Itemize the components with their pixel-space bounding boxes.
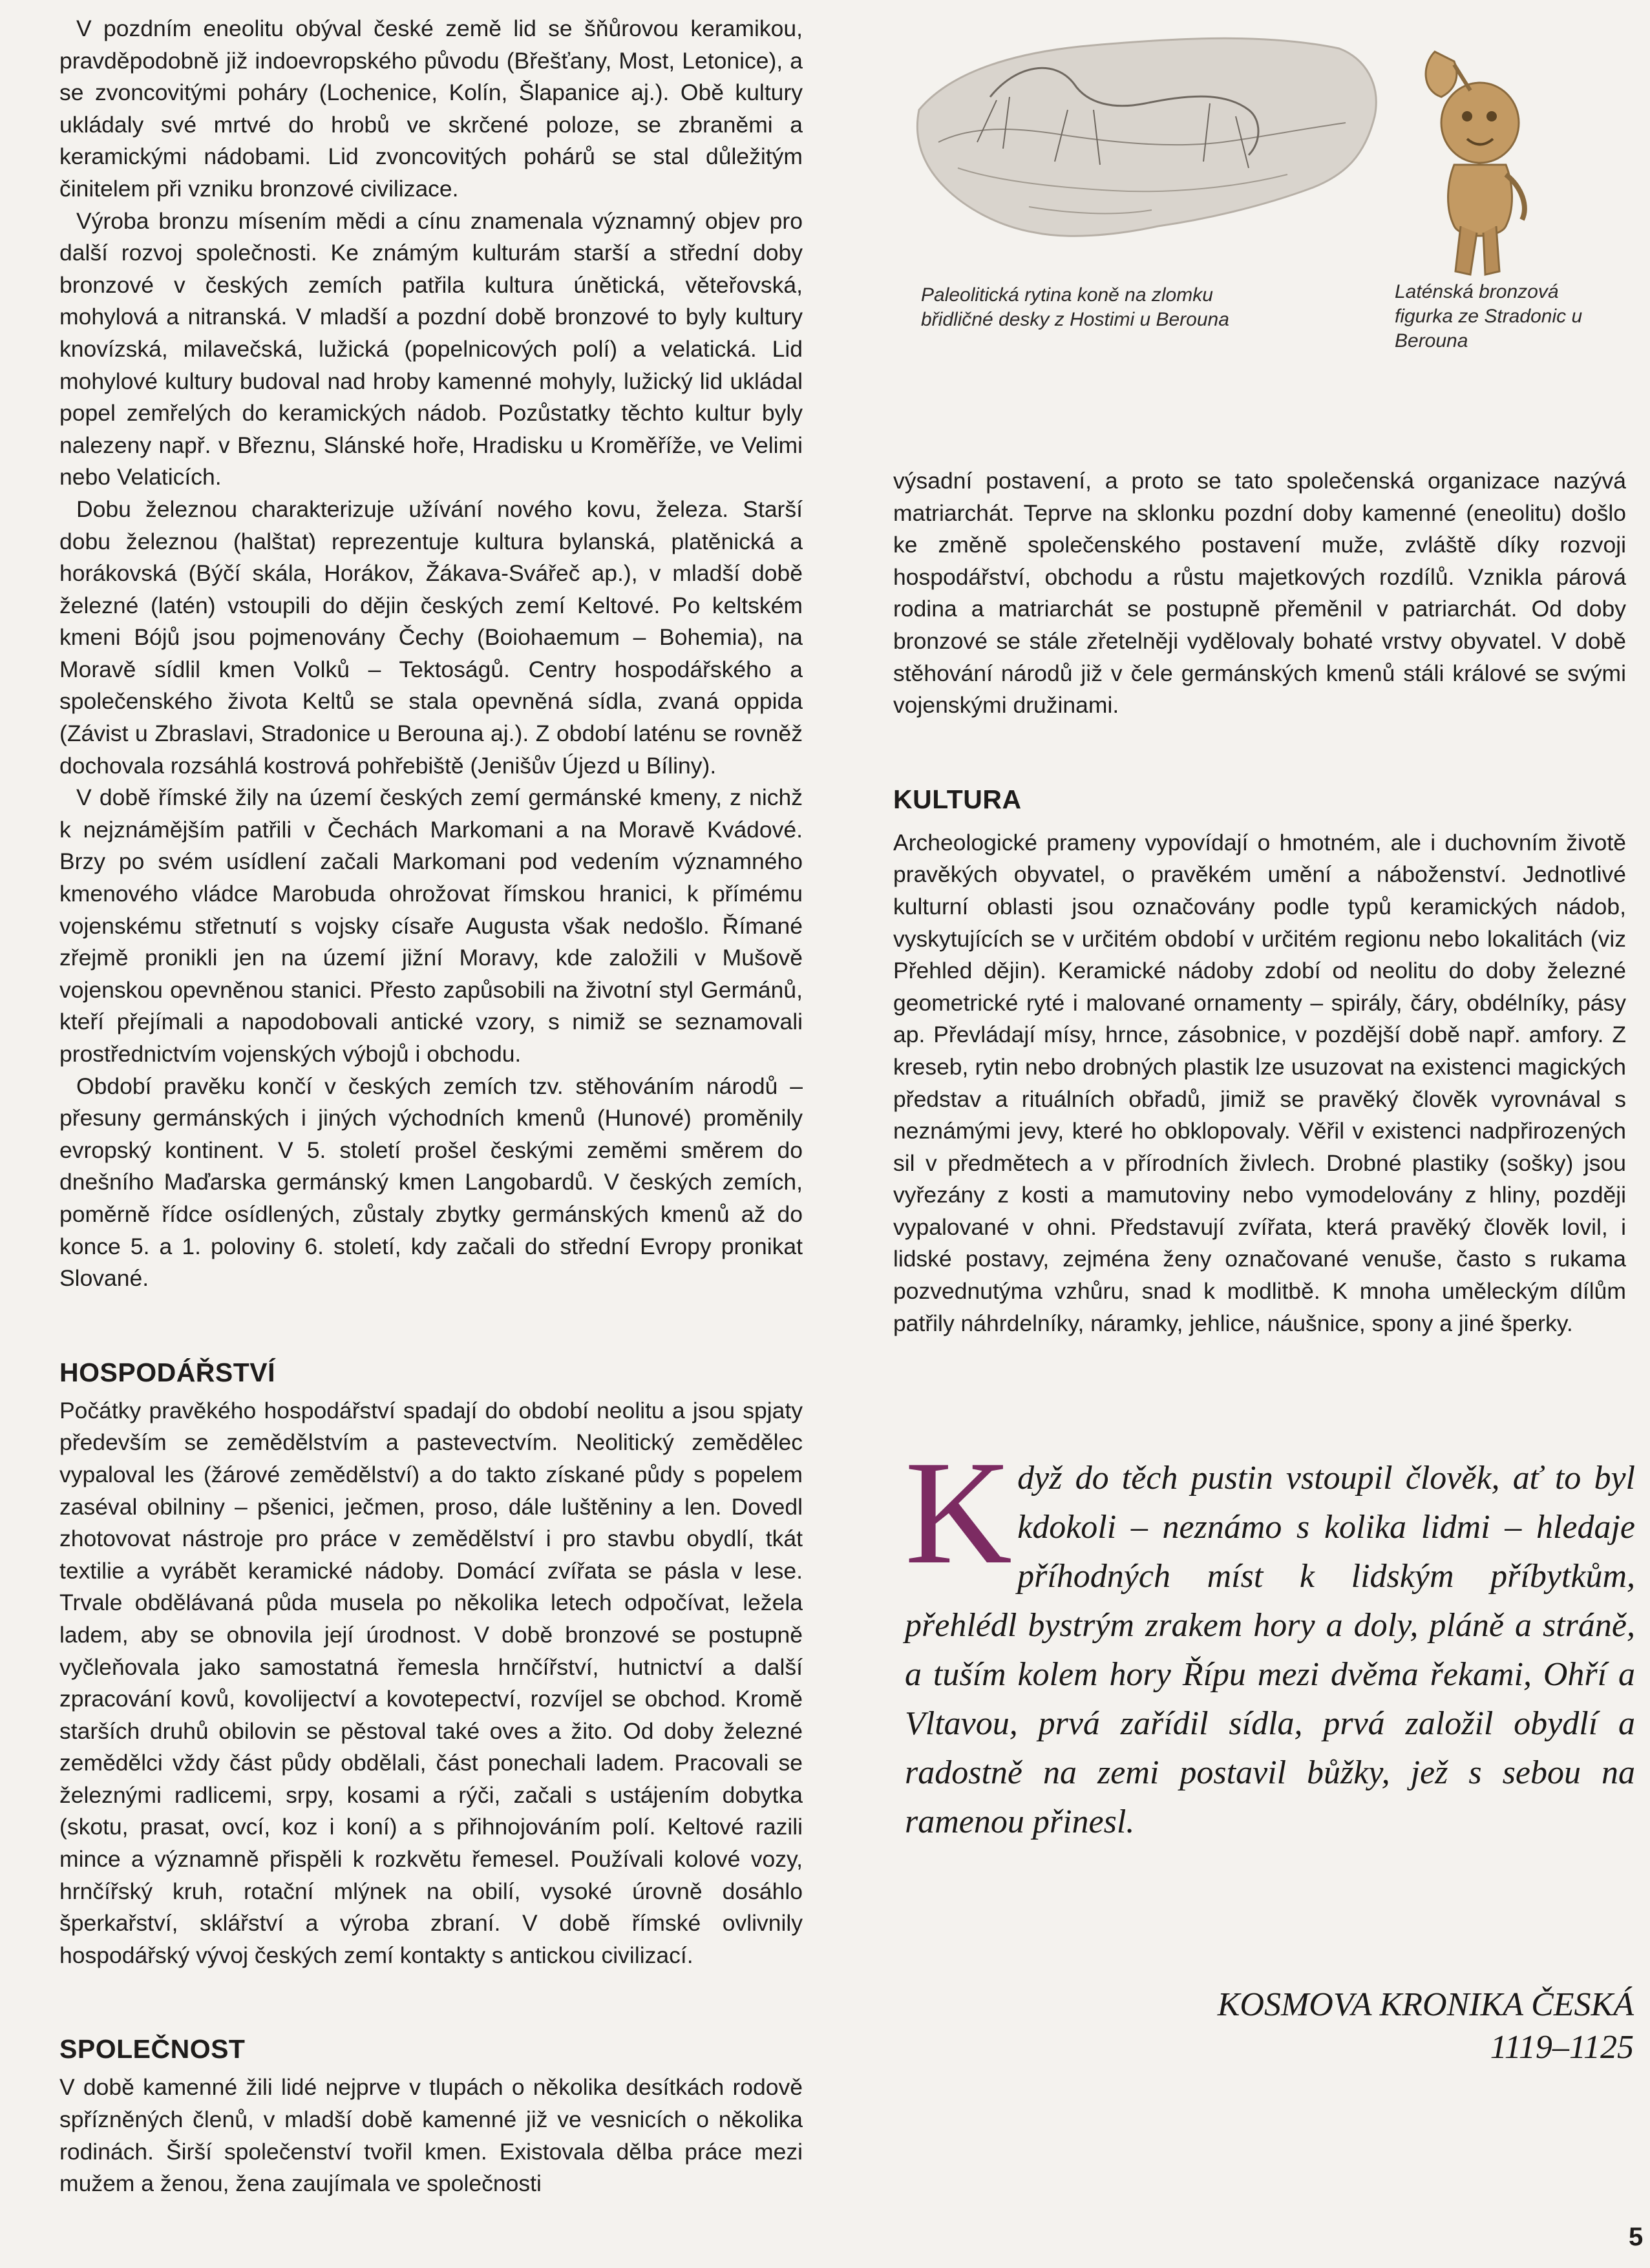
horse-engraving-image — [900, 13, 1391, 284]
paragraph-eneolit: V pozdním eneolitu obýval české země lid se šňůrovou keramikou, pravděpodobně již indoevropského původu (Břešťany, Most, Letonice), a se zvoncovitými poháry (Lochenice, Kolín, Šlapanice aj.). Obě kultury ukládaly své mrtvé do hrobů ve skrčené poloze, se zbraněmi a keramickými nádobami. Lid zvoncovitých pohárů se stal důležitým činitelem při vzniku bronzové civilizace. — [59, 16, 803, 202]
page-number: 5 — [1629, 2223, 1644, 2251]
paragraph-hospodarstvi: Počátky pravěkého hospodářství spadají do období neolitu a jsou spjaty především se zemědělstvím a pastevectvím. Neolitický zemědělec vypaloval les (žárové zemědělství) a do takto získané půdy s popelem zaséval obilniny – pšenici, ječmen, proso, dále luštěniny a len. Dovedl zhotovovat nástroje pro práce v zemědělství i pro stavbu obydlí, tkát textilie a vyrábět keramické nádoby. Domácí zvířata se pásla v lese. Trvale obdělávaná půda musela po několika letech odpočívat, ležela ladem, aby se obnovila její úrodnost. V době bronzové se postupně vyčleňovala jako samostatná řemesla hrnčířství, hutnictví a další zpracování kovů, kovolijectví a kovotepectví, rozvíjel se obchod. Kromě starších druhů obilovin se pěstoval také oves a žito. Od doby železné zemědělci vždy část půdy obdělali, část ponechali ladem. Pracovali se železnými radlicemi, srpy, kosami a rýči, začali s ustájením dobytka (skotu, prasat, ovcí, koz i koní) a s přihnojováním polí. Keltové razili mince a významně přispěli k rozkvětu řemesel. Používali kolové vozy, hrnčířský kruh, rotační mlýnek na obilí, vysoké úrovně dosáhlo šperkařství, sklářství a výroba zbraní. V době římské ovlivnily hospodářský vývoj českých zemí kontakty s antickou civilizací. — [59, 1397, 803, 1968]
paragraph-kultura: Archeologické prameny vypovídají o hmotném, ale i duchovním životě pravěkých obyvatel, o pravěkém umění a náboženství. Jednotlivé kulturní oblasti jsou označovány podle typů keramických nádob, vyskytujících se v určitém období v určitém regionu nebo lokalitách (viz Přehled dějin). Keramické nádoby zdobí od neolitu do doby železné geometrické ryté i malované ornamenty – spirály, čáry, obdélníky, pásy ap. Převládají mísy, hrnce, zásobnice, v pozdější době např. amfory. Z kreseb, rytin nebo drobných plastik lze usuzovat na existenci magických představ a rituálních obřadů, jimiž se pravěký člověk vyrovnával s neznámými jevy, které ho obklopovaly. Věřil v existenci nadpřirozených sil v předmětech a v přírodních živlech. Drobné plastiky (sošky) jsou vyřezány z kosti a mamutoviny nebo vymodelovány z hliny, později vypalované v ohni. Představují zvířata, která pravěký člověk lovil, i lidské postavy, zejména ženy označované venuše, často s rukama pozvednutýma vzhůru, snad k modlitbě. K mnoha uměleckým dílům patřily náhrdelníky, náramky, jehlice, náušnice, spony a jiné šperky. — [893, 829, 1626, 1336]
quote-years: 1119–1125 — [1490, 2029, 1634, 2066]
left-column — [59, 13, 803, 2200]
bronze-figurine-image — [1383, 13, 1577, 291]
horse-caption: Paleolitická rytina koně na zlomku břidličné desky z Hostimi u Berouna — [921, 284, 1229, 330]
paragraph-rimska-doba: V době římské žily na území českých zemí germánské kmeny, z nichž k nejznámějším patřili v Čechách Markomani a na Moravě Kvádové. Brzy po svém usídlení začali Markomani pod vedením významného kmenového vládce Marobuda ohrožovat římskou hranici, k přímému vojenskému střetnutí s vojsky císaře Augusta však nedošlo. Římané zřejmě pronikli jen na území jižní Moravy, kde založili v Mušově vojenskou opevněnou stanici. Přesto zapůsobili na životní styl Germánů, kteří přejímali a napodobovali antické vzory, s nimiž se seznamovali prostřednictvím vojenských výbojů i obchodu. — [59, 784, 803, 1067]
heading-hospodarstvi: HOSPODÁŘSTVÍ — [59, 1357, 276, 1387]
paragraph-stehovani-narodu: Období pravěku končí v českých zemích tzv. stěhováním národů – přesuny germánských i jiných východních kmenů (Hunové) proměnily evropský kontinent. V 5. století prošel českými zeměmi směrem do dnešního Maďarska germánský kmen Langobardů. V českých zemích, poměrně řídce osídlených, zůstaly zbytky germánských kmenů až do konce 5. a 1. poloviny 6. století, kdy začali do střední Evropy pronikat Slované. — [59, 1073, 803, 1292]
heading-kultura: KULTURA — [893, 784, 1022, 814]
heading-spolecnost: SPOLEČNOST — [59, 2034, 246, 2064]
quote-text: dyž do těch pustin vstoupil člověk, ať to byl kdokoli – neznámo s kolika lidmi – hledaje příhodných míst k lidským příbytkům, přehlédl bystrým zrakem hory a doly, pláně a stráně, a tuším kolem hory Řípu mezi dvěma řekami, Ohří a Vltavou, prvá zařídil sídla, prvá založil obydlí a radostně na zemi postavil bůžky, jež s sebou na ramenou přinesl. — [905, 1460, 1635, 1840]
right-column — [893, 465, 1626, 1339]
chronicle-quote — [905, 1430, 1635, 1847]
quote-source: KOSMOVA KRONIKA ČESKÁ — [1217, 1986, 1634, 2023]
paragraph-bronz: Výroba bronzu mísením mědi a cínu znamenala významný objev pro další rozvoj společnosti. Ke známým kulturám starší a střední doby bronzové v českých zemích patřila kultura únětická, věteřovská, mohylová a nitranská. V mladší a pozdní době bronzové to byly kultury knovízská, milavečská, lužická (popelnicových polí) a velatická. Lid mohylové kultury budoval nad hroby kamenné mohyly, lužický lid ukládal popel zemřelých do keramických nádob. Pozůstatky těchto kultur byly nalezeny např. v Březnu, Slánské hoře, Hradisku u Kroměříže, ve Velimi nebo Velaticích. — [59, 207, 803, 490]
paragraph-spolecnost: V době kamenné žili lidé nejprve v tlupách o několika desítkách rodově spřízněných členů, v mladší době kamenné již ve vesnicích o několika rodinách. Širší společenství tvořil kmen. Existovala dělba práce mezi mužem a ženou, žena zaujímala ve společnosti — [59, 2074, 803, 2197]
quote-dropcap: K — [905, 1430, 1013, 1595]
figurine-caption: Laténská bronzová figurka ze Stradonic u Berouna — [1395, 281, 1583, 352]
paragraph-spolecnost-continuation: výsadní postavení, a proto se tato společenská organizace nazývá matriarchát. Teprve na sklonku pozdní doby kamenné (eneolitu) došlo ke změně společenského postavení muže, zvláště díky rozvoji hospodářství, obchodu a růstu majetkových rozdílů. Vznikla párová rodina a matriarchát se postupně přeměnil v patriarchát. Od doby bronzové se stále zřetelněji vydělovaly bohaté vrstvy obyvatel. V době stěhování národů již v čele germánských kmenů stáli králové se svými vojenskými družinami. — [893, 468, 1626, 719]
paragraph-zelezo: Dobu železnou charakterizuje užívání nového kovu, železa. Starší dobu železnou (halštat) reprezentuje kultura bylanská, platěnická a horákovská (Býčí skála, Horákov, Žákava-Svářeč ap.), v mladší době železné (latén) vstoupili do dějin českých zemí Keltové. Po keltském kmeni Bójů jsou pojmenovány Čechy (Boiohaemum – Bohemia), na Moravě sídlil kmen Volků – Tektoságů. Centry hospodářského a společenského života Keltů se stala opevněná sídla, zvaná oppida (Závist u Zbraslavi, Stradonice u Berouna aj.). Z období laténu se rovněž dochovala rozsáhlá kostrová pohřebiště (Jenišův Újezd u Bíliny). — [59, 496, 803, 779]
